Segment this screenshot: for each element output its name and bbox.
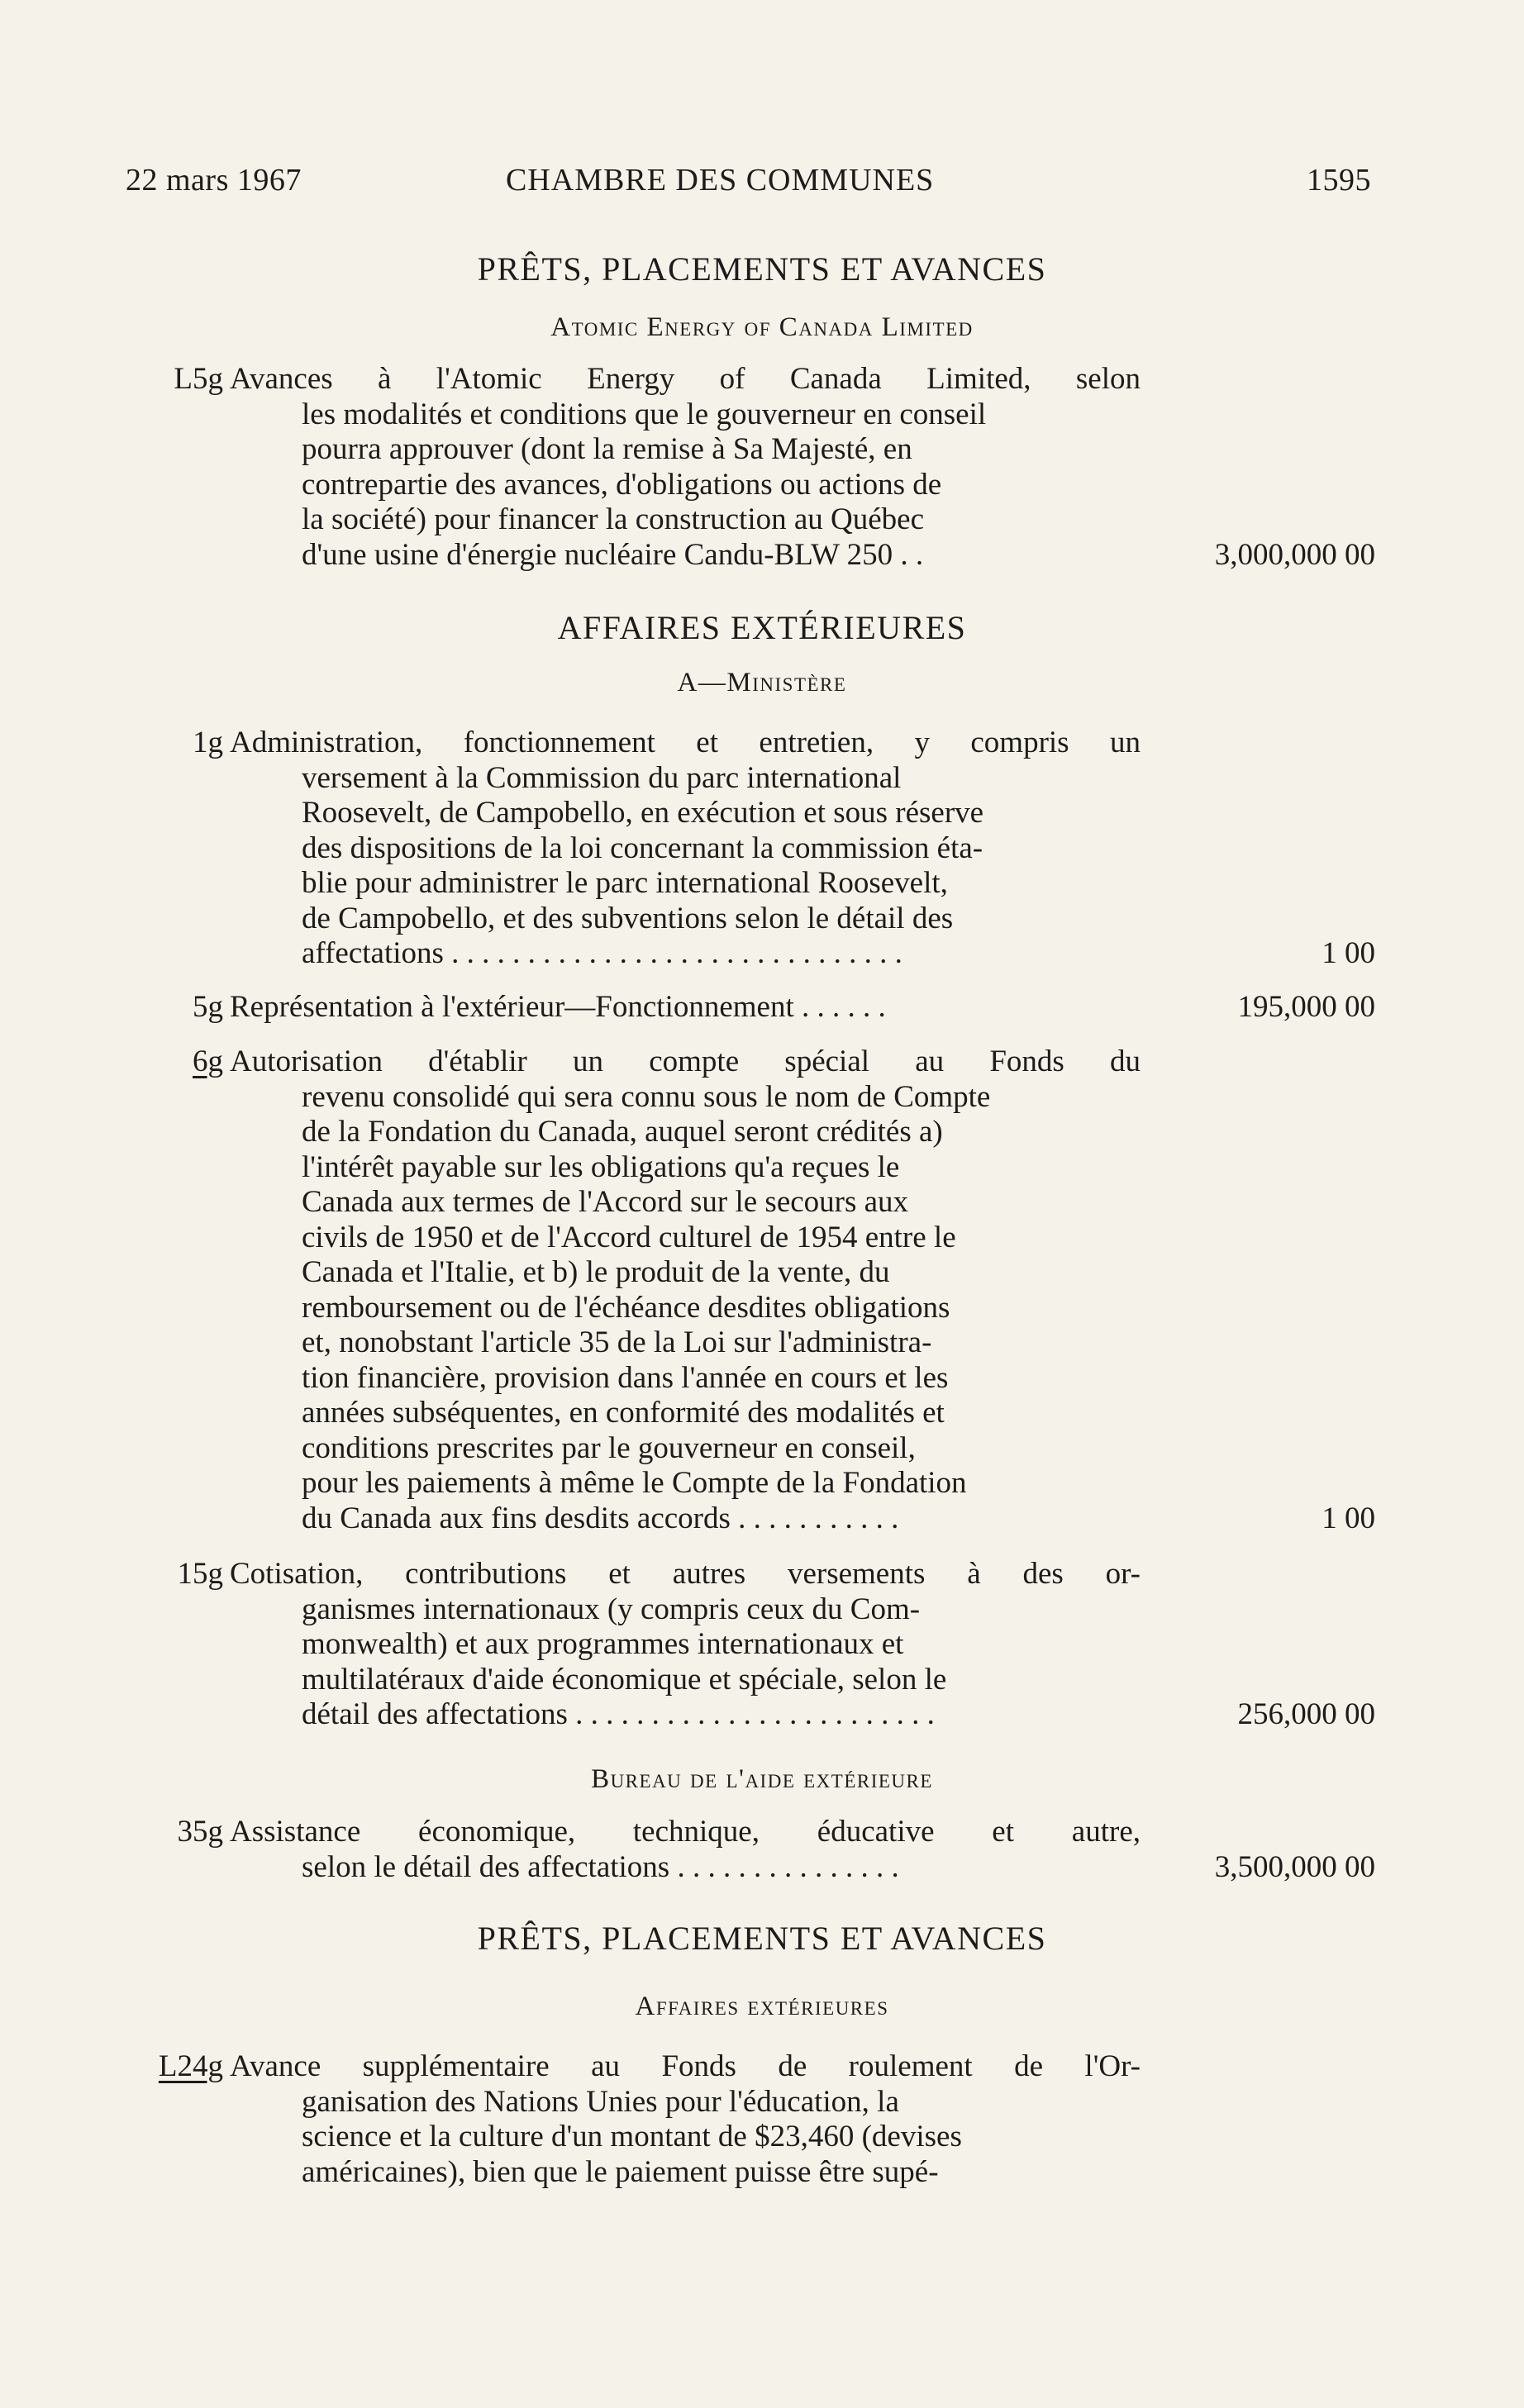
item-text-line: américaines), bien que le paiement puisse être supé- xyxy=(302,2154,939,2189)
item-amount: 1 00 xyxy=(1322,936,1375,970)
item-amount: 256,000 00 xyxy=(1237,1697,1375,1731)
header-date: 22 mars 1967 xyxy=(126,163,302,197)
section-heading: PRÊTS, PLACEMENTS ET AVANCES xyxy=(477,1920,1047,1957)
item-text-line: années subséquentes, en conformité des modalités et xyxy=(302,1396,945,1430)
item-text-line: l'intérêt payable sur les obligations qu'a reçues le xyxy=(302,1149,900,1184)
item-text-line: de Campobello, et des subventions selon le détail des xyxy=(302,901,954,935)
item-text-line: détail des affectations . . . . . . . . . . . . . . . . . . . . . . . . xyxy=(302,1697,935,1731)
item-text-line: Canada aux termes de l'Accord sur le secours aux xyxy=(302,1185,909,1219)
item-text-line: d'une usine d'énergie nucléaire Candu-BLW 250 . . xyxy=(302,537,924,572)
item-code: 6g xyxy=(193,1045,223,1078)
item-text-line: remboursement ou de l'échéance desdites obligations xyxy=(302,1290,950,1325)
item-text-line: multilatéraux d'aide économique et spéciale, selon le xyxy=(302,1662,947,1697)
item-text-line: selon le détail des affectations . . . . . . . . . . . . . . . xyxy=(302,1849,899,1884)
item-text-line: et, nonobstant l'article 35 de la Loi sur l'administra- xyxy=(302,1325,932,1359)
item-code: L5g xyxy=(174,362,223,396)
item-amount: 3,500,000 00 xyxy=(1214,1849,1375,1884)
item-text-line: monwealth) et aux programmes internationaux et xyxy=(302,1627,904,1661)
item-text-line: versement à la Commission du parc international xyxy=(302,760,902,795)
header-title: CHAMBRE DES COMMUNES xyxy=(506,163,935,197)
item-text-line: revenu consolidé qui sera connu sous le nom de Compte xyxy=(302,1079,991,1114)
item-text-line: de la Fondation du Canada, auquel seront crédités a) xyxy=(302,1115,943,1149)
item-text-line: des dispositions de la loi concernant la commission éta- xyxy=(302,830,983,865)
item-text-line: Autorisation d'établir un compte spécial au Fonds du xyxy=(230,1045,1141,1078)
item-text-line: ganismes internationaux (y compris ceux du Com- xyxy=(302,1592,921,1626)
item-text-line: Cotisation, contributions et autres versements à des or- xyxy=(230,1557,1141,1591)
item-text-line: Roosevelt, de Campobello, en exécution et sous réserve xyxy=(302,796,984,830)
item-code: L24g xyxy=(158,2049,223,2083)
item-text-line: Canada et l'Italie, et b) le produit de la vente, du xyxy=(302,1255,890,1289)
item-amount: 195,000 00 xyxy=(1237,990,1375,1024)
item-text-line: affectations . . . . . . . . . . . . . . . . . . . . . . . . . . . . . . xyxy=(302,936,902,970)
item-text-line: Avances à l'Atomic Energy of Canada Limited, selon xyxy=(230,362,1141,396)
section-heading: PRÊTS, PLACEMENTS ET AVANCES xyxy=(477,250,1047,288)
item-amount: 3,000,000 00 xyxy=(1214,537,1375,572)
item-text-line: Représentation à l'extérieur—Fonctionnement . . . . . . xyxy=(230,990,886,1024)
item-text-line: tion financière, provision dans l'année en cours et les xyxy=(302,1360,949,1395)
item-code: 35g xyxy=(177,1815,223,1849)
item-code: 15g xyxy=(177,1557,223,1591)
item-text-line: les modalités et conditions que le gouverneur en conseil xyxy=(302,397,987,431)
item-text-line: conditions prescrites par le gouverneur en conseil, xyxy=(302,1430,916,1465)
item-code: 1g xyxy=(193,726,223,759)
item-text-line: contrepartie des avances, d'obligations ou actions de xyxy=(302,467,942,502)
item-text-line: Avance supplémentaire au Fonds de roulement de l'Or- xyxy=(230,2049,1141,2083)
item-text-line: blie pour administrer le parc international Roosevelt, xyxy=(302,866,948,900)
item-text-line: du Canada aux fins desdits accords . . . . . . . . . . . xyxy=(302,1501,899,1535)
header-page-number: 1595 xyxy=(1307,163,1371,197)
item-code: 5g xyxy=(193,990,223,1024)
item-text-line: pourra approuver (dont la remise à Sa Majesté, en xyxy=(302,432,912,466)
item-amount: 1 00 xyxy=(1322,1501,1375,1535)
item-text-line: ganisation des Nations Unies pour l'éducation, la xyxy=(302,2084,899,2119)
section-subheading: Atomic Energy of Canada Limited xyxy=(550,312,974,342)
section-heading: AFFAIRES EXTÉRIEURES xyxy=(557,609,967,646)
item-text-line: Administration, fonctionnement et entretien, y compris un xyxy=(230,726,1141,759)
item-text-line: Assistance économique, technique, éducative et autre, xyxy=(230,1815,1141,1849)
section-subheading: Bureau de l'aide extérieure xyxy=(591,1764,933,1794)
item-text-line: pour les paiements à même le Compte de la Fondation xyxy=(302,1466,967,1500)
item-text-line: science et la culture d'un montant de $23,460 (devises xyxy=(302,2120,962,2153)
item-text-line: la société) pour financer la construction au Québec xyxy=(302,502,925,536)
item-text-line: civils de 1950 et de l'Accord culturel de 1954 entre le xyxy=(302,1220,956,1254)
section-subheading: Affaires extérieures xyxy=(635,1992,889,2021)
section-subheading: A—Ministère xyxy=(677,668,847,697)
